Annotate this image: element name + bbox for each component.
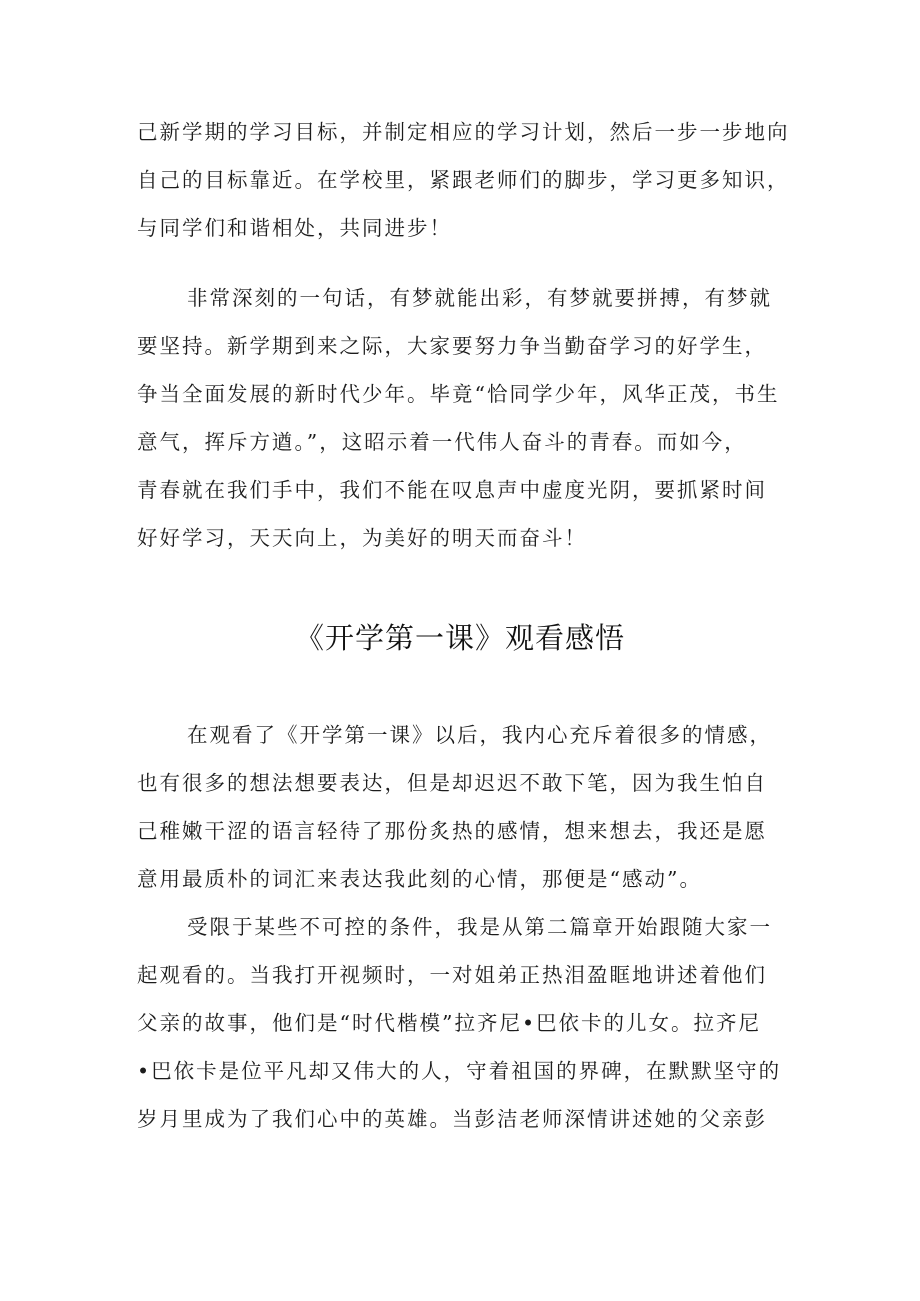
paragraph-first-line: 受限于某些不可控的条件，我是从第二篇章开始跟随大家一 (187, 915, 772, 939)
paragraph-line: 意用最质朴的词汇来表达我此刻的心情，那便是“感动”。 (137, 867, 702, 891)
paragraph-line: 争当全面发展的新时代少年。毕竟“恰同学少年，风华正茂，书生 (137, 382, 780, 406)
paragraph-line: 与同学们和谐相处，共同进步！ (137, 216, 452, 240)
paragraph-line: 岁月里成为了我们心中的英雄。当彭洁老师深情讲述她的父亲彭 (137, 1107, 767, 1131)
paragraph-line: 己新学期的学习目标，并制定相应的学习计划，然后一步一步地向 (137, 120, 790, 144)
paragraph-first-line: 在观看了《开学第一课》以后，我内心充斥着很多的情感， (187, 723, 772, 747)
section-heading: 《开学第一课》观看感悟 (294, 621, 625, 655)
paragraph-line: 自己的目标靠近。在学校里，紧跟老师们的脚步，学习更多知识， (137, 168, 790, 192)
paragraph-line: 起观看的。当我打开视频时，一对姐弟正热泪盈眶地讲述着他们 (137, 963, 767, 987)
paragraph-line: 青春就在我们手中，我们不能在叹息声中虚度光阴，要抓紧时间 (137, 478, 767, 502)
paragraph-line: 也有很多的想法想要表达，但是却迟迟不敢下笔，因为我生怕自 (137, 771, 767, 795)
paragraph-line: 意气，挥斥方遒。”，这昭示着一代伟人奋斗的青春。而如今， (137, 430, 747, 454)
paragraph-first-line: 非常深刻的一句话，有梦就能出彩，有梦就要拼搏，有梦就 (187, 286, 772, 310)
paragraph-line: 好好学习，天天向上，为美好的明天而奋斗！ (137, 526, 587, 550)
paragraph-line: 己稚嫩干涩的语言轻待了那份炙热的感情，想来想去，我还是愿 (137, 819, 767, 843)
paragraph-line: •巴依卡是位平凡却又伟大的人，守着祖国的界碑，在默默坚守的 (137, 1059, 782, 1083)
paragraph-line: 父亲的故事，他们是“时代楷模”拉齐尼•巴依卡的儿女。拉齐尼 (137, 1011, 762, 1035)
paragraph-line: 要坚持。新学期到来之际，大家要努力争当勤奋学习的好学生， (137, 334, 767, 358)
